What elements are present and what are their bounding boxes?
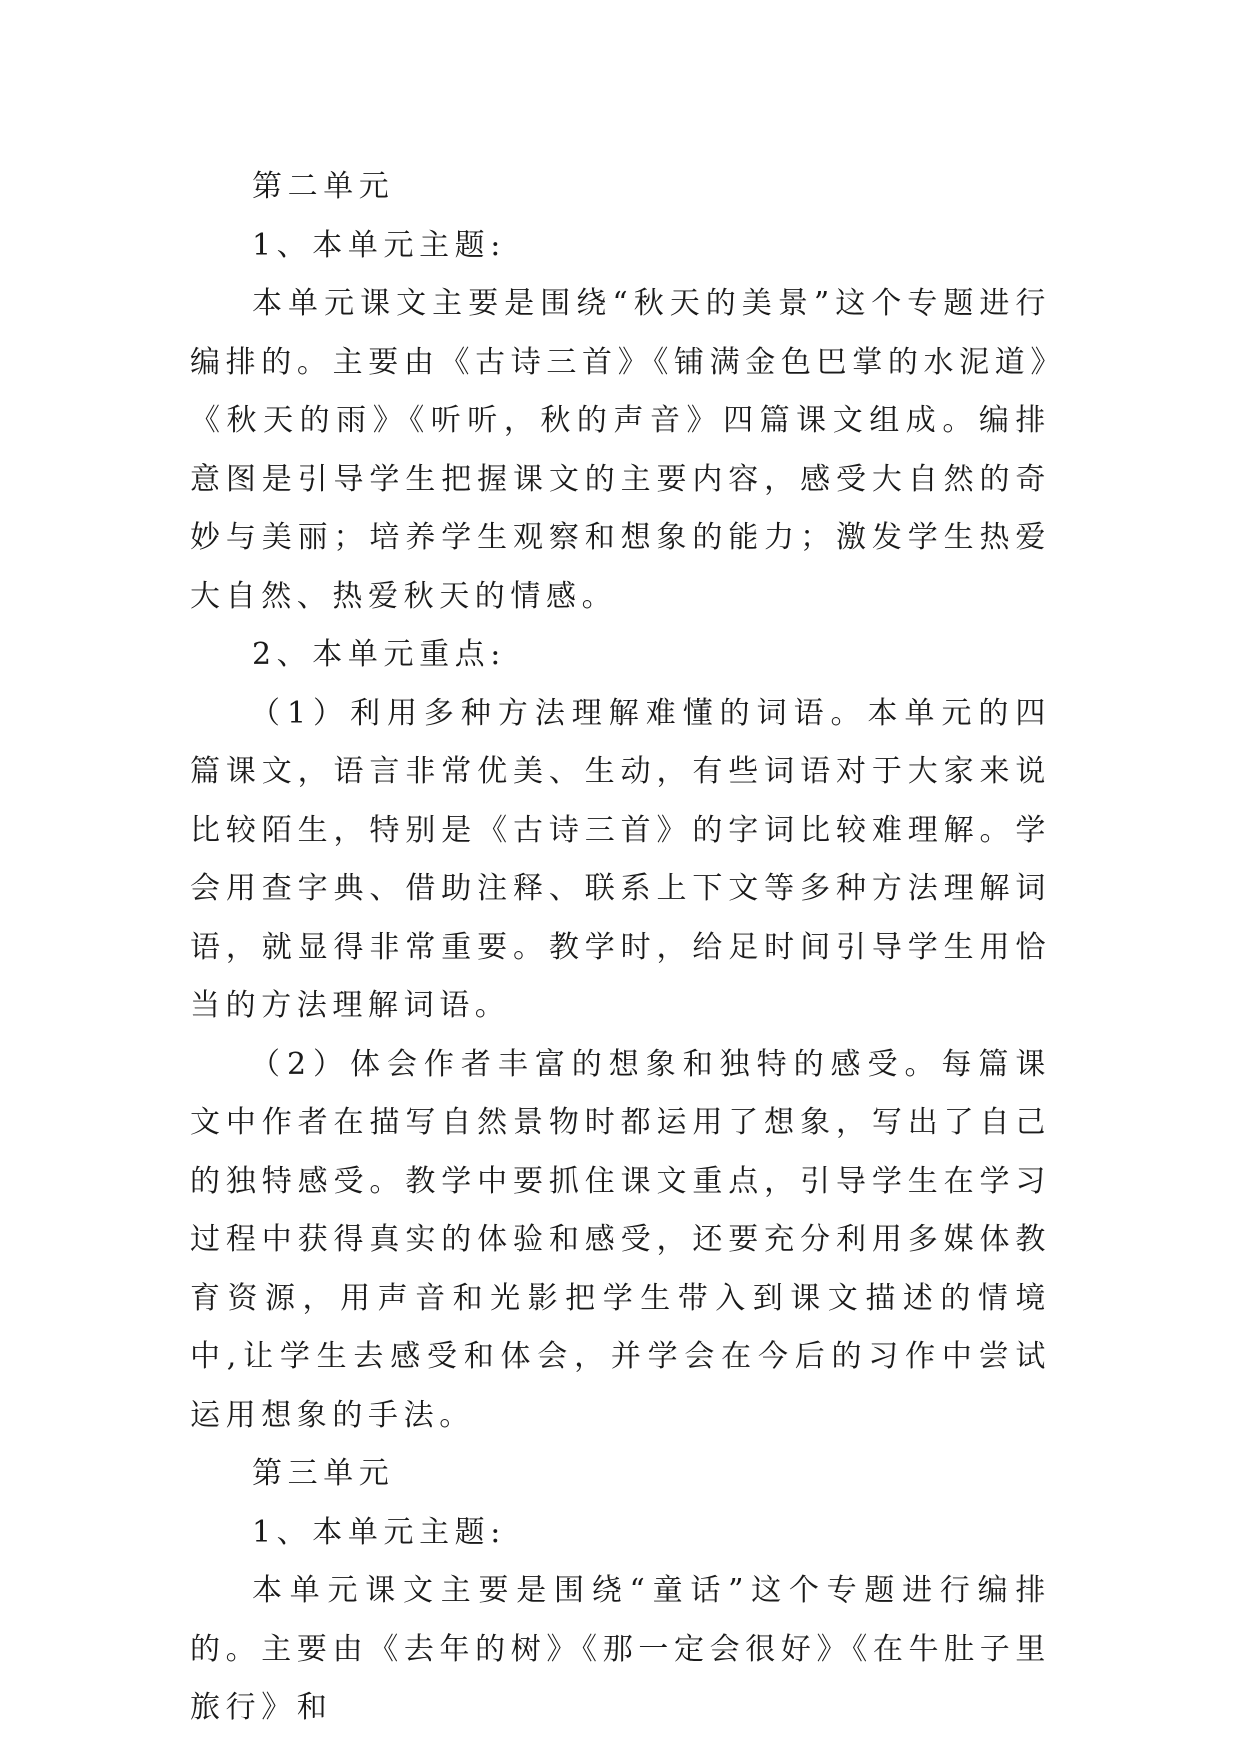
unit-two-key-points-heading: 2、本单元重点: (252, 637, 506, 672)
document-body (190, 158, 1051, 1738)
unit-three-theme-paragraph: 本单元课文主要是围绕“童话”这个专题进行编排的。主要由《去年的树》《那一定会很好》《在牛肚子里旅行》和 (190, 1573, 1051, 1725)
unit-three-theme-heading: 1、本单元主题: (252, 1514, 506, 1550)
unit-two-theme-paragraph: 本单元课文主要是围绕“秋天的美景”这个专题进行编排的。主要由《古诗三首》《铺满金色巴掌的水泥道》《秋天的雨》《听听，秋的声音》四篇课文组成。编排意图是引导学生把握课文的主要内容，感受大自然的奇妙与美丽；培养学生观察和想象的能力；激发学生热爱大自然、热爱秋天的情感。 (190, 286, 1051, 614)
unit-two-key-point-one: （1）利用多种方法理解难懂的词语。本单元的四篇课文，语言非常优美、生动，有些词语对于大家来说比较陌生，特别是《古诗三首》的字词比较难理解。学会用查字典、借助注释、联系上下文等多种方法理解词语，就显得非常重要。教学时，给足时间引导学生用恰当的方法理解词语。 (190, 695, 1051, 1023)
unit-two-heading: 第二单元 (252, 169, 395, 204)
unit-two-key-point-two: （2）体会作者丰富的想象和独特的感受。每篇课文中作者在描写自然景物时都运用了想象，写出了自己的独特感受。教学中要抓住课文重点，引导学生在学习过程中获得真实的体验和感受，还要充分利用多媒体教育资源，用声音和光影把学生带入到课文描述的情境中,让学生去感受和体会，并学会在今后的习作中尝试运用想象的手法。 (190, 1046, 1051, 1433)
unit-two-theme-heading: 1、本单元主题: (252, 227, 506, 263)
unit-three-heading: 第三单元 (252, 1456, 395, 1491)
